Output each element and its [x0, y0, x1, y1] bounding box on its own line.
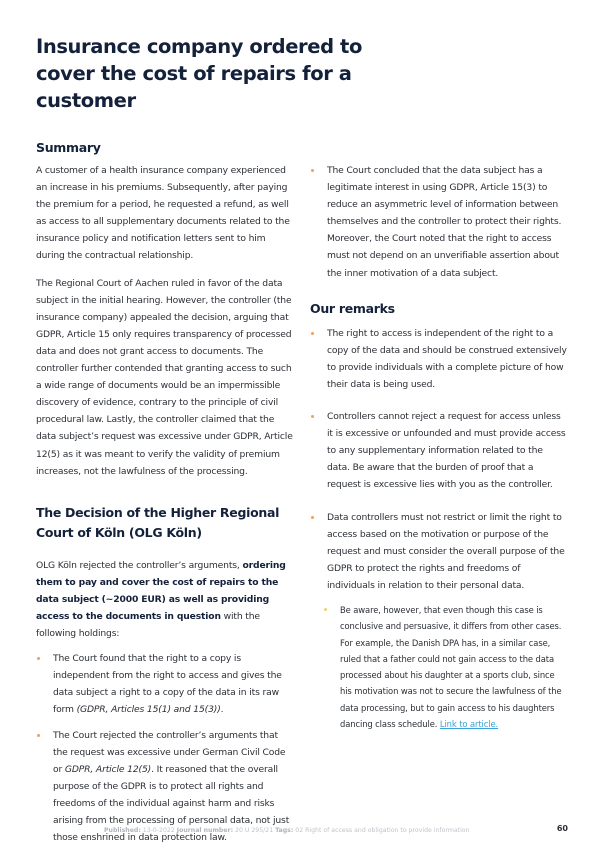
note-text: Be aware, however, that even though this case is conclusive and persuasive, it differs from other cases. For example, the Danish DPA has, in a similar case, ruled that a father could not gain access to the data processed about his daughter at a sports club, since his motivation was not to secure the lawfulness of the data processing, but to gain access to his daughters dancing class schedule. [340, 604, 562, 730]
published-value: 13-0-2022 [142, 827, 175, 834]
right-column [310, 162, 568, 732]
bullet-icon [37, 734, 40, 737]
summary-heading: Summary [36, 140, 101, 155]
decision-intro-bold: ordering them to pay and cover the cost of repairs to the data subject (~2000 EUR) as well as providing access to the documents in question [36, 559, 286, 622]
bullet-icon [324, 608, 327, 611]
holding-tail: . [220, 704, 224, 716]
remarks-list [310, 325, 568, 594]
footer [104, 826, 570, 836]
page-number: 60 [556, 824, 568, 833]
journal-value: 20 U 295/21 [235, 827, 274, 834]
holding-item [310, 162, 568, 282]
holding-text: The Court rejected the controller’s arguments that the request was excessive under German Civil Code or [53, 729, 286, 775]
bullet-icon [311, 415, 314, 418]
holding-citation: (GDPR, Articles 15(1) and 15(3)) [76, 704, 221, 716]
holding-text: The Court concluded that the data subject has a legitimate interest in using GDPR, Article 15(3) to reduce an asymmetric level of information between themselves and the controller to protect their rights. Moreover, the Court noted that the right to access must not depend on an unverifiable assertion about the inner motivation of a data subject. [327, 165, 562, 279]
left-column [36, 139, 294, 846]
holdings-list [36, 650, 294, 846]
decision-intro-text: OLG Köln rejected the controller’s arguments, [36, 559, 243, 571]
decision-heading: The Decision of the Higher Regional Court of Köln (OLG Köln) [36, 504, 280, 540]
remark-text: Data controllers must not restrict or limit the right to access based on the motivation or purpose of the request and must consider the overall purpose of the GDPR to protect the rights and freedoms of individuals in relation to their personal data. [327, 511, 565, 591]
remark-item [310, 325, 568, 393]
bullet-icon [311, 169, 314, 172]
article-link[interactable]: Link to article. [439, 719, 499, 730]
decision-intro [36, 557, 294, 642]
holding-item [36, 650, 294, 718]
published-label: Published: [104, 827, 141, 834]
remark-text: The right to access is independent of the right to a copy of the data and should be construed extensively to provide individuals with a complete picture of how their data is being used. [327, 327, 567, 390]
bullet-icon [37, 657, 40, 660]
summary-paragraph-2: The Regional Court of Aachen ruled in favor of the data subject in the initial hearing. However, the controller (the insurance company) appealed the decision, arguing that GDPR, Article 15 only requires transparency of processed data and does not grant access to documents. The controller further contended that granting access to such a wide range of documents would be an impermissible discovery of evidence, contrary to the principle of civil procedural law. Lastly, the controller claimed that the data subject’s request was excessive under GDPR, Article 12(5) as it was meant to verify the validity of premium increases, not the lawfulness of the processing. [36, 277, 293, 477]
remark-item [310, 509, 568, 594]
remark-item [310, 408, 568, 493]
page-title: Insurance company ordered to cover the cost of repairs for a customer [36, 35, 362, 112]
bullet-icon [311, 516, 314, 519]
summary-paragraph-1: A customer of a health insurance company experienced an increase in his premiums. Subsequently, after paying the premium for a period, he requested a refund, as well as access to all supplementary documents related to the insurance policy and notification letters sent to him during the contractual relationship. [36, 165, 290, 262]
bullet-icon [311, 332, 314, 335]
remarks-heading: Our remarks [310, 300, 395, 316]
decision-intro-tail: with the following holdings: [36, 610, 260, 640]
tags-label: Tags: [275, 827, 294, 834]
holding-text: The Court found that the right to a copy is independent from the right to access and gives the data subject a right to a copy of the data in its raw form [53, 653, 282, 716]
remark-text: Controllers cannot reject a request for access unless it is excessive or unfounded and must provide access to any supplementary information related to the data. Be aware that the burden of proof that a request is excessive lies with you as the controller. [327, 411, 566, 491]
journal-label: Journal number: [176, 827, 234, 834]
tags-value: 02 Right of access and obligation to provide information [295, 827, 470, 834]
holdings-list-continued [310, 162, 568, 282]
holding-tail: . It reasoned that the overall purpose of the GDPR is to protect all rights and freedoms of the individual against harm and risks arising from the processing of personal data, not just those enshrined in data protection law. [53, 763, 290, 844]
holding-citation: GDPR, Article 12(5) [64, 763, 152, 775]
remark-note [310, 602, 568, 732]
